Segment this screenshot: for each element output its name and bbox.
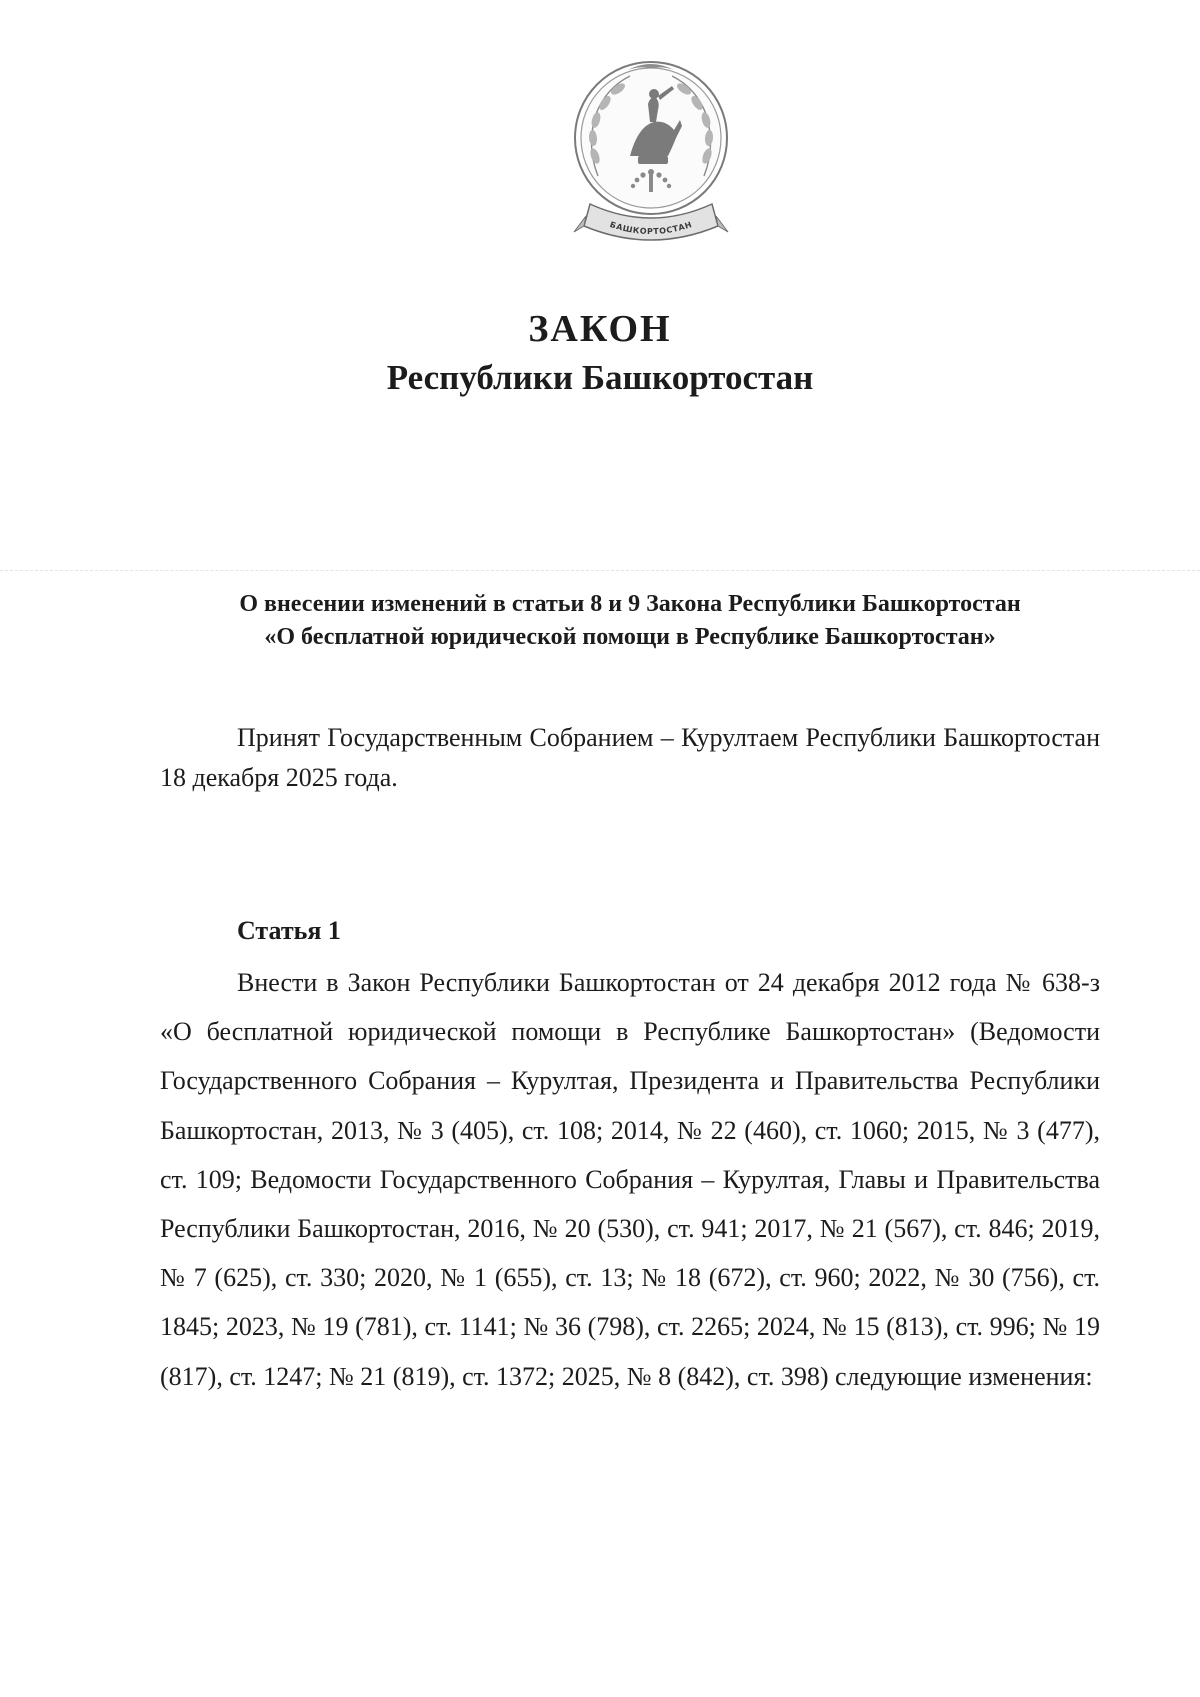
document-title: ЗАКОН — [528, 308, 672, 350]
law-subject — [160, 588, 1100, 654]
document-subtitle: Республики Башкортостан — [386, 358, 814, 397]
law-subject-line-1: О внесении изменений в статьи 8 и 9 Закона Республики Башкортостан — [239, 591, 1021, 617]
coat-of-arms-icon — [568, 56, 734, 254]
law-subject-line-2: «О бесплатной юридической помощи в Республике Башкортостан» — [264, 624, 996, 650]
article-1-heading: Статья 1 — [237, 916, 341, 945]
document-title-block — [0, 305, 1200, 403]
emblem-ribbon-text: БАШКОРТОСТАН — [608, 219, 694, 237]
adoption-statement: Принят Государственным Собранием – Курултаем Республики Башкортостан 18 декабря 2025 года. — [160, 723, 1100, 792]
scan-artifact-line — [0, 570, 1200, 571]
article-1-body: Внести в Закон Республики Башкортостан от 24 декабря 2012 года № 638-з «О бесплатной юридической помощи в Республике Башкортостан» (Ведомости Государственного Собрания – Курултая, Президента и Правительства Республики Башкортостан, 2013, № 3 (405), ст. 108; 2014, № 22 (460), ст. 1060; 2015, № 3 (477), ст. 109; Ведомости Государственного Собрания – Курултая, Главы и Правительства Республики Башкортостан, 2016, № 20 (530), ст. 941; 2017, № 21 (567), ст. 846; 2019, № 7 (625), ст. 330; 2020, № 1 (655), ст. 13; № 18 (672), ст. 960; 2022, № 30 (756), ст. 1845; 2023, № 19 (781), ст. 1141; № 36 (798), ст. 2265; 2024, № 15 (813), ст. 996; № 19 (817), ст. 1247; № 21 (819), ст. 1372; 2025, № 8 (842), ст. 398) следующие изменения: — [160, 968, 1100, 1391]
